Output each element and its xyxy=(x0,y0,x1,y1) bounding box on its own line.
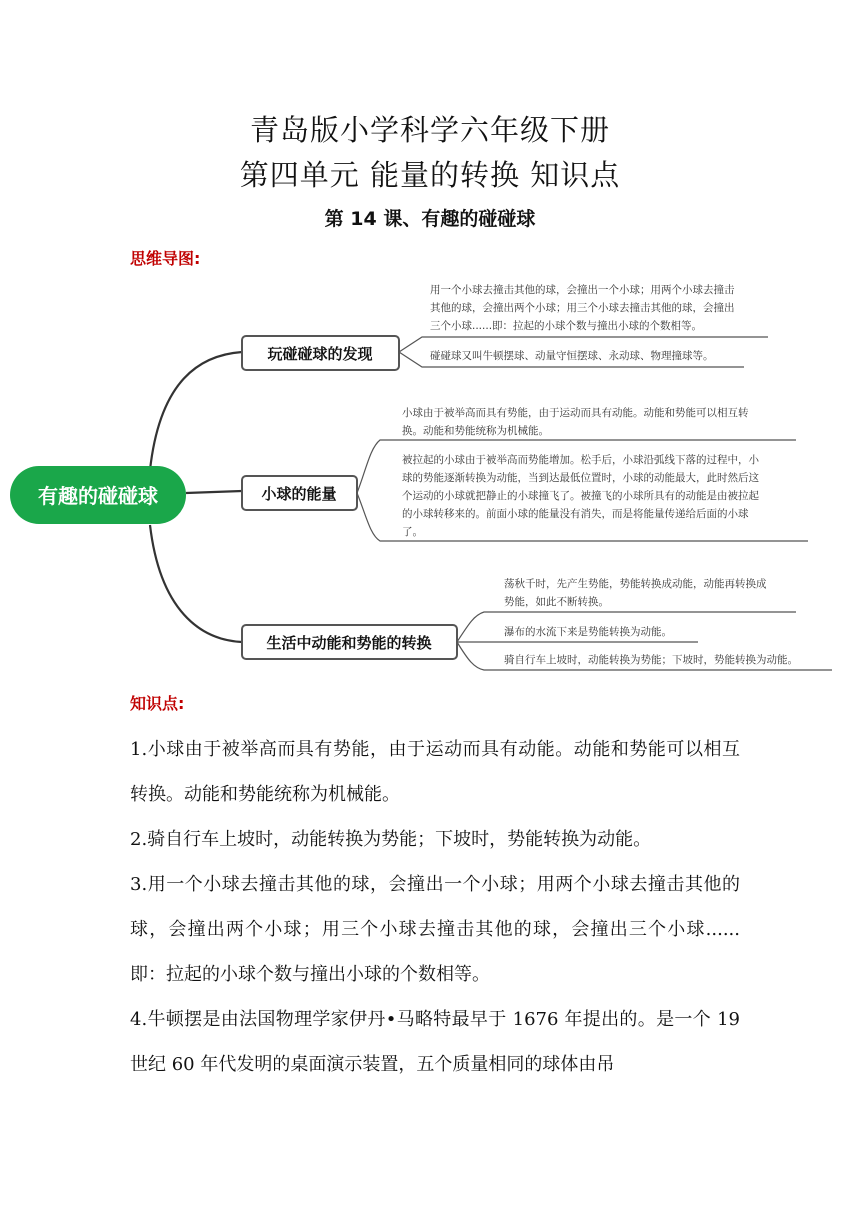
note-2-1-line-2: 换。动能和势能统称为机械能。 xyxy=(402,425,549,437)
root-node-label: 有趣的碰碰球 xyxy=(38,484,158,508)
note-3-1-line-2: 势能，如此不断转换。 xyxy=(504,596,609,608)
note-2-2-line-4: 的小球转移来的。前面小球的能量没有消失，而是将能量传递给后面的小球 xyxy=(402,508,749,520)
branch-node-2-label: 小球的能量 xyxy=(261,485,337,503)
note-3-2-line-1: 瀑布的水流下来是势能转换为动能。 xyxy=(504,626,672,638)
knowledge-points-label: 知识点: xyxy=(130,694,185,713)
note-2-2-line-3: 个运动的小球就把静止的小球撞飞了。被撞飞的小球所具有的动能是由被拉起 xyxy=(402,490,759,502)
note-1-1-line-3: 三个小球......即：拉起的小球个数与撞出小球的个数相等。 xyxy=(430,320,703,332)
document-title-line2: 第四单元 能量的转换 知识点 xyxy=(239,158,621,192)
note-2-2-line-5: 了。 xyxy=(402,526,423,538)
knowledge-point-4: 4.牛顿摆是由法国物理学家伊丹•马略特最早于 1676 年提出的。是一个 19 世纪 60 年代发明的桌面演示装置，五个质量相同的球体由吊 xyxy=(130,1009,740,1075)
note-2-2-line-2: 球的势能逐渐转换为动能，当到达最低位置时，小球的动能最大，此时然后这 xyxy=(402,472,759,484)
mindmap-label: 思维导图: xyxy=(130,249,201,268)
connector-branch-2 xyxy=(186,491,242,493)
note-1-1-line-2: 其他的球，会撞出两个小球；用三个小球去撞击其他的球，会撞出 xyxy=(430,302,735,314)
connector-note-2-1 xyxy=(357,440,796,493)
document-title-line1: 青岛版小学科学六年级下册 xyxy=(249,113,610,147)
note-1-1-line-1: 用一个小球去撞击其他的球，会撞出一个小球；用两个小球去撞击 xyxy=(430,284,735,296)
note-3-1-line-1: 荡秋千时，先产生势能，势能转换成动能，动能再转换成 xyxy=(504,578,767,590)
note-1-2-line-1: 碰碰球又叫牛顿摆球、动量守恒摆球、永动球、物理撞球等。 xyxy=(430,350,714,362)
knowledge-point-2: 2.骑自行车上坡时，动能转换为势能；下坡时，势能转换为动能。 xyxy=(130,829,652,850)
knowledge-point-3: 3.用一个小球去撞击其他的球，会撞出一个小球；用两个小球去撞击其他的球，会撞出两个小球；用三个小球去撞击其他的球，会撞出三个小球......即：拉起的小球个数与撞出小球的个数相等。 xyxy=(130,874,740,985)
note-3-3-line-1: 骑自行车上坡时，动能转换为势能；下坡时，势能转换为动能。 xyxy=(504,654,798,666)
branch-node-3-label: 生活中动能和势能的转换 xyxy=(266,634,432,652)
knowledge-points xyxy=(130,727,740,1087)
connector-branch-1 xyxy=(150,352,242,470)
knowledge-point-1: 1.小球由于被举高而具有势能，由于运动而具有动能。动能和势能可以相互转换。动能和势能统称为机械能。 xyxy=(130,739,740,805)
branch-node-1-label: 玩碰碰球的发现 xyxy=(267,345,373,363)
note-2-2-line-1: 被拉起的小球由于被举高而势能增加。松手后，小球沿弧线下落的过程中，小 xyxy=(402,454,759,466)
note-2-1-line-1: 小球由于被举高而具有势能，由于运动而具有动能。动能和势能可以相互转 xyxy=(402,407,749,419)
connector-branch-3 xyxy=(150,525,242,642)
lesson-title: 第 14 课、有趣的碰碰球 xyxy=(324,208,536,230)
